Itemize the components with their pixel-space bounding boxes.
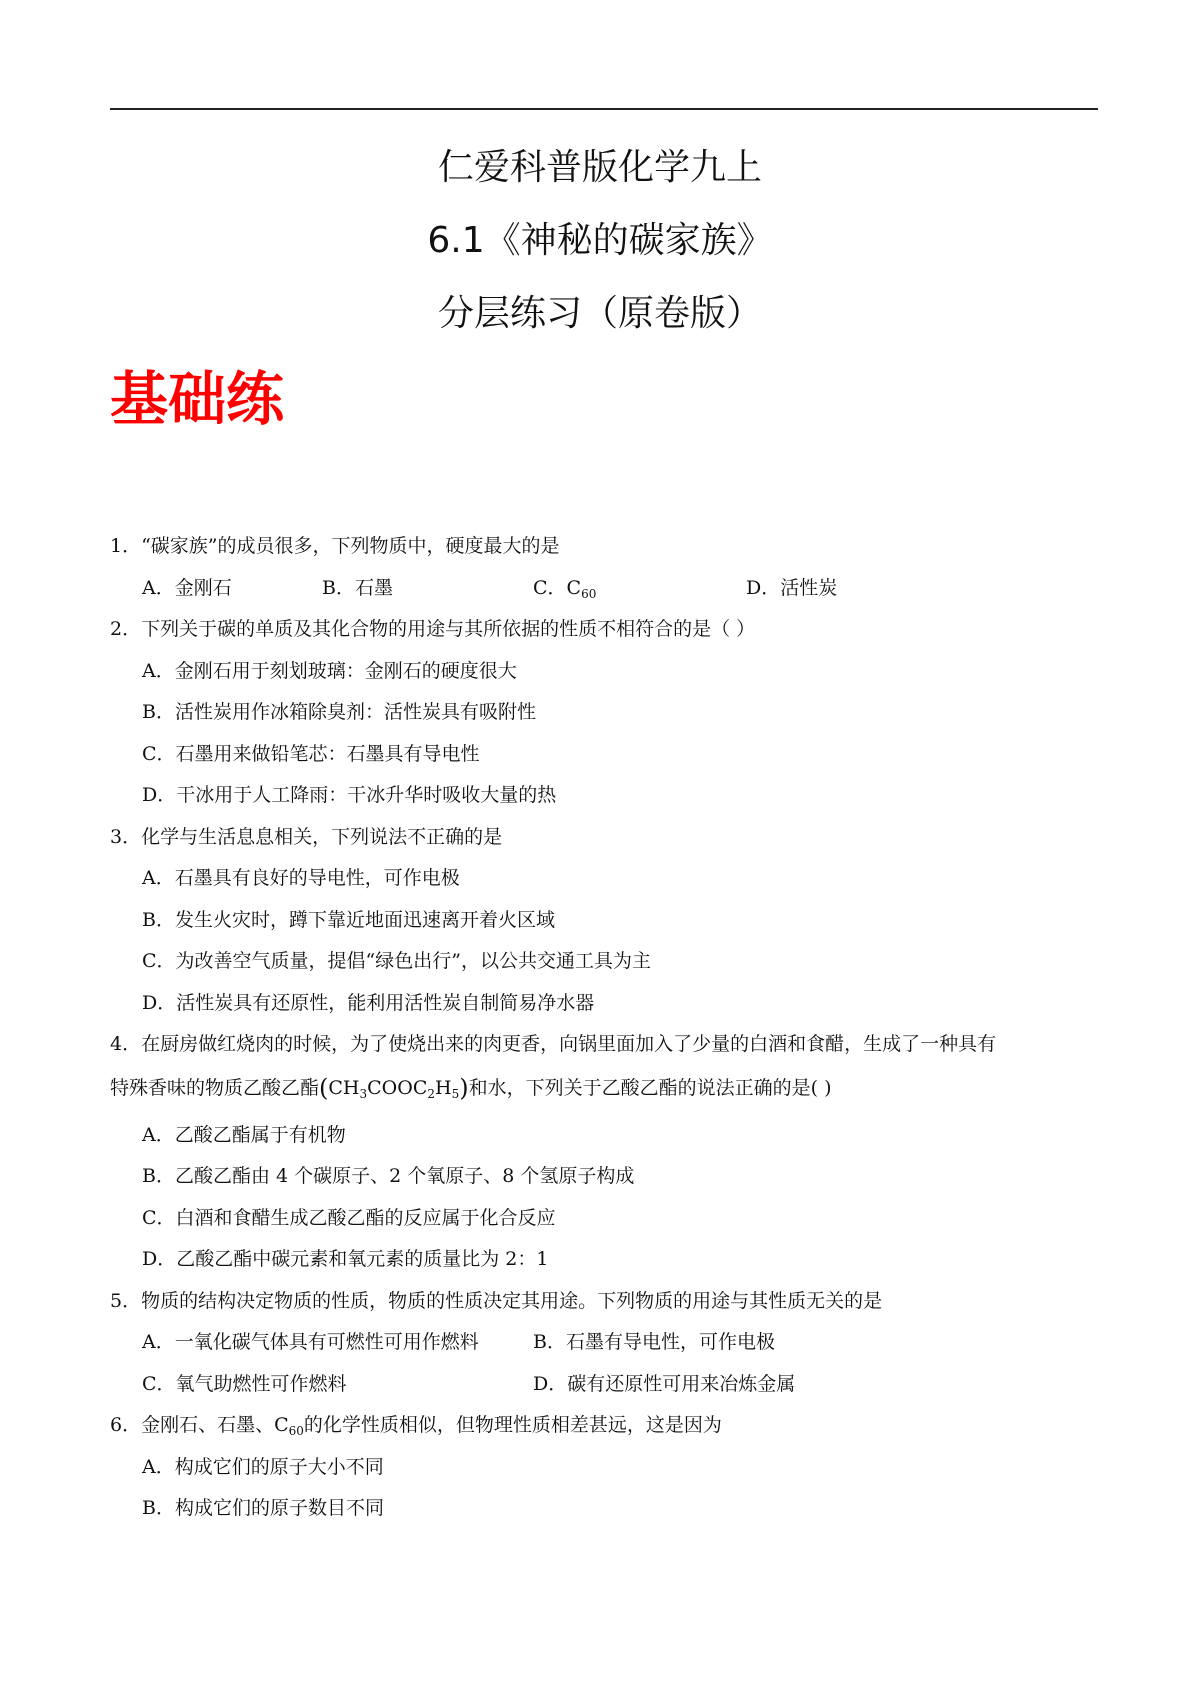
question-1-option-d: D．活性炭 [746, 577, 838, 599]
question-2-option-b: B．活性炭用作冰箱除臭剂：活性炭具有吸附性 [142, 701, 536, 723]
question-4-option-c: C．白酒和食醋生成乙酸乙酯的反应属于化合反应 [142, 1207, 556, 1229]
question-5-option-a: A．一氧化碳气体具有可燃性可用作燃料 [142, 1331, 479, 1353]
question-1-option-c-subscript: 60 [581, 587, 597, 601]
question-4-stem-suffix: 和水，下列关于乙酸乙酯的说法正确的是( ) [468, 1077, 832, 1099]
question-3-option-c: C．为改善空气质量，提倡“绿色出行”，以公共交通工具为主 [142, 950, 651, 972]
question-5-stem: 5．物质的结构决定物质的性质，物质的性质决定其用途。下列物质的用途与其性质无关的是 [110, 1290, 883, 1312]
question-1-option-c [533, 574, 596, 608]
section-heading: 基础练 [110, 365, 285, 433]
question-4-stem-line-1: 4．在厨房做红烧肉的时候，为了使烧出来的肉更香，向锅里面加入了少量的白酒和食醋，生成了一种具有 [110, 1033, 997, 1055]
question-4-option-d: D．乙酸乙酯中碳元素和氧元素的质量比为 2：1 [142, 1248, 549, 1270]
question-2-option-c: C．石墨用来做铅笔芯：石墨具有导电性 [142, 743, 480, 765]
title-line-1: 仁爱科普版化学九上 [437, 147, 762, 188]
question-6-stem [110, 1411, 722, 1445]
question-3-option-d: D．活性炭具有还原性，能利用活性炭自制简易净水器 [142, 992, 595, 1014]
question-3-stem: 3．化学与生活息息相关，下列说法不正确的是 [110, 826, 503, 848]
formula-subscript: 5 [451, 1087, 460, 1101]
title-line-3: 分层练习（原卷版） [437, 293, 762, 334]
question-1-option-b: B．石墨 [322, 577, 393, 599]
question-1-stem: 1．“碳家族”的成员很多，下列物质中，硬度最大的是 [110, 535, 560, 557]
formula-part: CH [328, 1077, 360, 1099]
formula-subscript: 3 [359, 1087, 368, 1101]
header-rule [110, 108, 1098, 110]
question-2-option-d: D．干冰用于人工降雨：干冰升华时吸收大量的热 [142, 784, 557, 806]
question-6-option-b: B．构成它们的原子数目不同 [142, 1497, 384, 1519]
question-6-stem-subscript: 60 [288, 1424, 304, 1438]
question-2-option-a: A．金刚石用于刻划玻璃：金刚石的硬度很大 [142, 660, 517, 682]
question-6-stem-suffix: 的化学性质相似，但物理性质相差甚远，这是因为 [303, 1414, 722, 1436]
formula-open-paren: ( [319, 1074, 329, 1102]
question-1-option-c-label: C．C [533, 577, 582, 599]
question-4-option-b: B．乙酸乙酯由 4 个碳原子、2 个氧原子、8 个氢原子构成 [142, 1165, 635, 1187]
question-5-option-d: D．碳有还原性可用来冶炼金属 [533, 1373, 796, 1395]
formula-part: COOC [367, 1077, 428, 1099]
question-3-option-a: A．石墨具有良好的导电性，可作电极 [142, 867, 460, 889]
question-4-stem-prefix: 特殊香味的物质乙酸乙酯 [110, 1077, 320, 1099]
question-1-option-a: A．金刚石 [142, 577, 232, 599]
ethyl-acetate-formula [328, 1077, 459, 1099]
question-3-option-b: B．发生火灾时，蹲下靠近地面迅速离开着火区域 [142, 909, 555, 931]
question-4-stem-line-2 [110, 1074, 831, 1108]
title-line-2: 6.1《神秘的碳家族》 [427, 220, 773, 261]
question-5-option-b: B．石墨有导电性，可作电极 [533, 1331, 775, 1353]
question-2-stem: 2．下列关于碳的单质及其化合物的用途与其所依据的性质不相符合的是（ ） [110, 618, 756, 640]
question-4-option-a: A．乙酸乙酯属于有机物 [142, 1124, 346, 1146]
question-6-stem-prefix: 6．金刚石、石墨、C [110, 1414, 289, 1436]
formula-subscript: 2 [427, 1087, 436, 1101]
formula-part: H [435, 1077, 452, 1099]
formula-close-paren: ) [459, 1074, 469, 1102]
question-6-option-a: A．构成它们的原子大小不同 [142, 1456, 384, 1478]
question-5-option-c: C．氧气助燃性可作燃料 [142, 1373, 347, 1395]
